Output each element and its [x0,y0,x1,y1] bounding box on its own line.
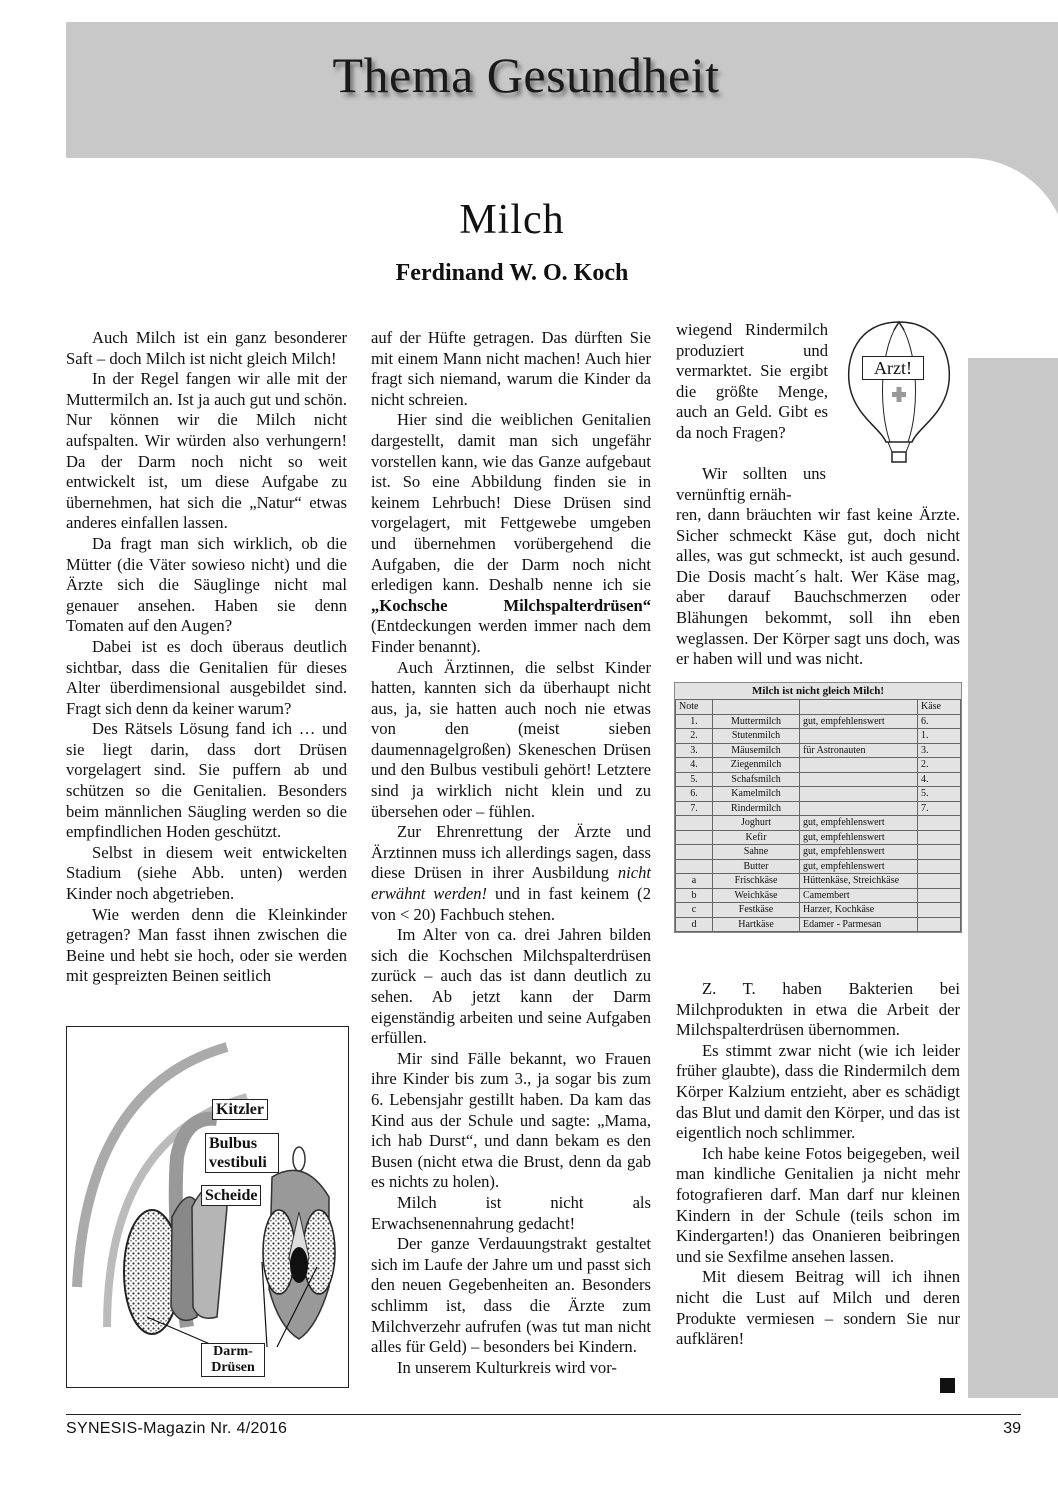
table-cell: 2. [676,729,713,744]
table-cell: Sahne [713,845,800,860]
paragraph-text: Hier sind die weiblichen Genitalien dargestellt, damit man sich ungefähr vorstellen kann, wie das Ganze aufgebaut ist. So eine Abbildung finden sie in keinem Lehrbuch! Diese Drüsen sind vorgelagert, mit Fettgewebe umgeben und übernehmen vorübergehend die Aufgaben, die der Darm noch nicht erledigen kann. Deshalb nenne ich sie [371,410,651,595]
table-row [676,714,961,729]
milk-table [674,682,962,933]
table-cell: 4. [918,772,961,787]
table-row [676,758,961,773]
table-cell: Rindermilch [713,801,800,816]
paragraph [371,410,651,657]
page-number: 39 [1003,1420,1021,1437]
table-cell [918,874,961,889]
table-cell: 7. [676,801,713,816]
table-cell [918,845,961,860]
table-cell [918,917,961,932]
table-cell: Hüttenkäse, Streichkäse [800,874,918,889]
paragraph: Der ganze Verdauungstrakt gestaltet sich im Laufe der Jahre um und passt sich den neuen Gegebenheiten an. Besonders schlimm ist, dass die Ärzte zum Milchverzehr aufrufen (was tut man nicht alles für Geld) – besonders bei Kindern. [371,1234,651,1357]
table-cell [676,830,713,845]
paragraph-text: (Entdeckungen werden immer nach dem Finder benannt). [371,616,651,656]
table-row [676,917,961,932]
paragraph: In der Regel fangen wir alle mit der Muttermilch an. Ist ja auch gut und schön. Nur können wir die Milch nicht aufspalten. Wir würden also verhungern! Da der Darm noch nicht so weit entwickelt ist, um diese Aufgabe zu übernehmen, hat sich die „Natur“ etwas anderes einfallen lassen. [66,369,347,533]
table-header-cell: Note [676,700,713,715]
label-scheide: Scheide [201,1185,261,1206]
table-cell [800,758,918,773]
table-cell [918,903,961,918]
table-row [676,888,961,903]
emphasis: nicht erwähnt werden! [371,863,651,904]
paragraph: Da fragt man sich wirklich, ob die Mütter (die Väter sowieso nicht) und die Ärzte sich die Säuglinge nicht mal genauer ansehen. Haben sie denn Tomaten auf den Augen? [66,533,347,636]
milk-comparison-table [675,699,961,932]
table-cell: Hartkäse [713,917,800,932]
table-row [676,845,961,860]
paragraph: Es stimmt zwar nicht (wie ich leider früher glaubte), dass die Rindermilch dem Körper Kalzium entzieht, aber es schädigt das Blut und damit den Körper, und das ist eigentlich noch schlimmer. [676,1040,960,1143]
table-cell [676,859,713,874]
table-cell: Frischkäse [713,874,800,889]
section-title: Thema Gesundheit [332,47,720,103]
table-cell [676,845,713,860]
paragraph: Milch ist nicht als Erwachsenennahrung gedacht! [371,1192,651,1233]
table-row [676,874,961,889]
paragraph: ren, dann bräuchten wir fast keine Ärzte. Sicher schmeckt Käse gut, doch nicht alles, was gut schmeckt, ist auch gesund. Die Dosis macht´s halt. Wer Käse mag, aber darauf Bauchschmerzen oder Blähungen bekommt, soll ihn eben weglassen. Der Körper sagt uns doch, was er haben will und was nicht. [676,505,960,669]
table-cell [800,729,918,744]
text-column-3-continued [676,505,960,670]
table-header-cell [800,700,918,715]
table-cell [800,801,918,816]
paragraph: Mit diesem Beitrag will ich ihnen nicht die Lust auf Milch und deren Produkte vermiesen – sondern Sie nur aufklären! [676,1267,960,1349]
table-cell [918,830,961,845]
paragraph: Mir sind Fälle bekannt, wo Frauen ihre Kinder bis zum 3., ja sogar bis zum 6. Lebensjahr gestillt haben. Da kam das Kind aus der Schule und sagte: „Mama, ich hab Durst“, und dann bekam es den Busen (nicht etwa die Brust, denn da gab es nichts zu holen). [371,1048,651,1192]
paragraph: Ich habe keine Fotos beigegeben, weil man kindliche Genitalien ja nicht mehr fotografieren darf. Man darf nur kleinen Kindern in der Schule (teils schon im Kindergarten!) das Onanieren beibringen und sie Sexfilme ansehen lassen. [676,1143,960,1266]
table-cell: gut, empfehlenswert [800,816,918,831]
table-cell: Schafsmilch [713,772,800,787]
table-cell: gut, empfehlenswert [800,830,918,845]
anatomy-figure [66,1026,349,1388]
text-column-3-mid [676,464,826,505]
table-cell: 4. [676,758,713,773]
paragraph [371,822,651,925]
table-cell: Mäusemilch [713,743,800,758]
paragraph: Dabei ist es doch überaus deutlich sichtbar, dass die Genitalien für dieses Alter überdimensional ausgebildet sind. Fragt sich denn da keiner warum? [66,636,347,718]
table-row [676,772,961,787]
table-cell [918,816,961,831]
table-cell: b [676,888,713,903]
table-row [676,801,961,816]
paragraph: In unserem Kulturkreis wird vor- [397,1357,617,1377]
paragraph: Auch Ärztinnen, die selbst Kinder hatten, kannten sich da überhaupt nicht aus, ja, sie hatten auch noch nie etwas von den (meist sieben daumennagelgroßen) Skeneschen Drüsen und den Bulbus vestibuli gehört! Letztere sind ja wirklich nicht klein und zu übersehen oder – fühlen. [371,657,651,821]
label-bulbus: Bulbus vestibuli [205,1133,279,1173]
table-cell: Weichkäse [713,888,800,903]
table-row [676,743,961,758]
article-author: Ferdinand W. O. Koch [395,260,629,286]
table-cell: Festkäse [713,903,800,918]
end-mark [940,1378,955,1393]
paragraph: Wir sollten uns vernünftig ernäh- [676,464,826,504]
table-cell: 7. [918,801,961,816]
table-cell: Joghurt [713,816,800,831]
table-cell [800,787,918,802]
table-caption: Milch ist nicht gleich Milch! [752,685,884,697]
anatomy-illustration [67,1027,348,1387]
paragraph: auf der Hüfte getragen. Das dürften Sie mit einem Mann nicht machen! Auch hier fragt sich niemand, warum die Kinder da nicht schreien. [371,328,651,409]
paragraph: Im Alter von ca. drei Jahren bilden sich die Kochschen Milchspalterdrüsen zurück – auch das ist dann deutlich zu sehen. Ab jetzt kann der Darm eigenständig arbeiten und seine Aufgaben erfüllen. [371,925,651,1048]
table-cell: Kefir [713,830,800,845]
balloon-illustration [840,318,958,466]
table-row [676,787,961,802]
term-milchspalterdruesen: „Kochsche Milchspalterdrüsen“ [371,595,651,615]
paragraph-text: und in fast keinem (2 von < 20) Fachbuch stehen. [371,884,651,924]
table-header-cell: Käse [918,700,961,715]
text-column-3-bottom [676,979,960,1350]
table-cell: 6. [918,714,961,729]
article-title: Milch [459,197,565,243]
paragraph: Auch Milch ist ein ganz besonderer Saft – doch Milch ist nicht gleich Milch! [66,328,347,368]
label-kitzler: Kitzler [212,1099,268,1120]
paragraph: Wie werden denn die Kleinkinder getragen? Man fasst ihnen zwischen die Beine und hebt sie hoch, oder sie werden mit gespreizten Beinen seitlich [66,904,347,986]
table-cell: Edamer - Parmesan [800,917,918,932]
table-cell: Camembert [800,888,918,903]
table-row [676,729,961,744]
table-cell: Muttermilch [713,714,800,729]
table-cell: für Astronauten [800,743,918,758]
magazine-issue: SYNESIS-Magazin Nr. 4/2016 [66,1420,288,1437]
table-cell: gut, empfehlenswert [800,714,918,729]
table-cell: a [676,874,713,889]
table-cell: 3. [676,743,713,758]
balloon-label: Arzt! [862,356,924,380]
table-cell: Harzer, Kochkäse [800,903,918,918]
table-cell: 6. [676,787,713,802]
paragraph: Selbst in diesem weit entwickelten Stadium (siehe Abb. unten) werden Kinder noch abgetrieben. [66,842,347,904]
table-cell: c [676,903,713,918]
paragraph: wiegend Rindermilch produziert und vermarktet. Sie ergibt die größte Menge, auch an Geld. Gibt es da noch Fragen? [676,320,828,442]
text-column-1 [66,328,347,987]
table-cell [918,859,961,874]
table-cell: 3. [918,743,961,758]
text-column-3-top [676,320,828,444]
table-cell [918,888,961,903]
table-header-row [676,700,961,715]
label-darm-druesen: Darm-Drüsen [201,1343,265,1377]
paragraph: Z. T. haben Bakterien bei Milchprodukten in etwa die Arbeit der Milchspalterdrüsen übernommen. [676,979,960,1040]
table-header-cell [713,700,800,715]
paragraph: Des Rätsels Lösung fand ich … und sie liegt darin, dass dort Drüsen vorgelagert sind. Sie puffern ab und schützen so die Genitalien. Besonders beim männlichen Säugling werden so die empfindlichen Hoden geschützt. [66,719,347,842]
footer-rule [66,1414,1021,1415]
table-row [676,903,961,918]
text-column-2 [371,328,651,1378]
table-cell [800,772,918,787]
table-cell: 5. [918,787,961,802]
table-cell: 1. [918,729,961,744]
table-cell: 5. [676,772,713,787]
paragraph-text: Zur Ehrenrettung der Ärzte und Ärztinnen muss ich allerdings sagen, dass diese Drüsen in ihrer Ausbildung [371,822,651,883]
table-cell: gut, empfehlenswert [800,859,918,874]
table-cell [676,816,713,831]
table-cell: Stutenmilch [713,729,800,744]
table-cell: 2. [918,758,961,773]
table-cell: Kamelmilch [713,787,800,802]
table-cell: Butter [713,859,800,874]
table-row [676,830,961,845]
table-cell: 1. [676,714,713,729]
table-row [676,859,961,874]
table-cell: Ziegenmilch [713,758,800,773]
table-cell: gut, empfehlenswert [800,845,918,860]
table-row [676,816,961,831]
table-cell: d [676,917,713,932]
